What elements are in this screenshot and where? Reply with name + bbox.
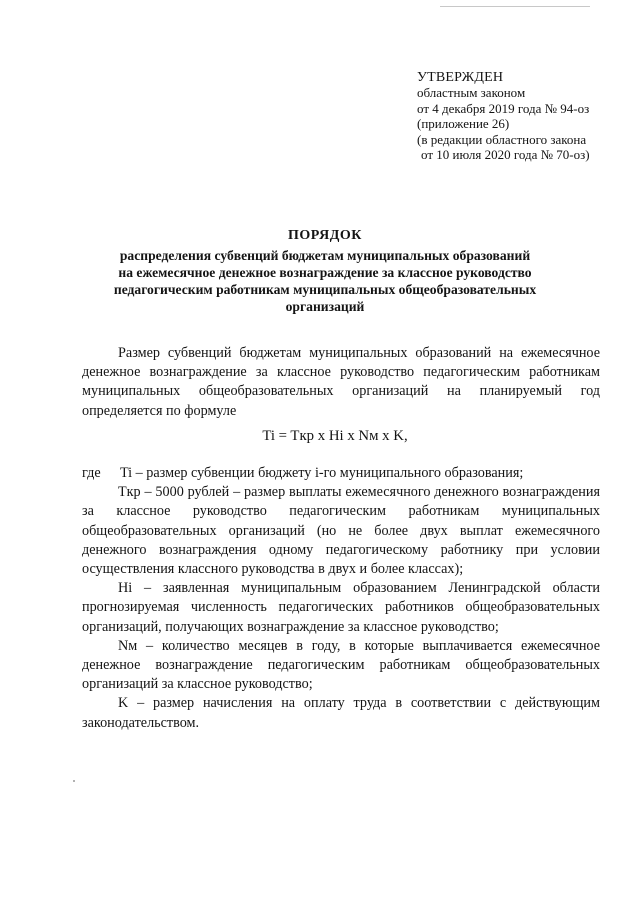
definition-item: Tкр – 5000 рублей – размер выплаты ежемесячного денежного вознаграждения за классное руководство педагогическим работникам муниципальных общеобразовательных организаций (но не более двух выплат ежемесячного денежного вознаграждения одному педагогическому работнику при условии осуществления классного руководства в двух и более классах); — [82, 484, 600, 578]
approval-line: (приложение 26) — [417, 116, 510, 132]
definition-item: K – размер начисления на оплату труда в соответствии с действующим законодательством. — [82, 695, 600, 731]
title-line: педагогическим работникам муниципальных общеобразовательных — [113, 282, 537, 297]
title-line: организаций — [285, 299, 365, 314]
approval-line: от 10 июля 2020 года № 70-оз) — [421, 147, 590, 163]
where-label: где — [82, 465, 101, 481]
formula — [0, 428, 640, 445]
scan-artifact — [440, 6, 590, 7]
document-title — [60, 227, 590, 315]
approval-line: от 4 декабря 2019 года № 94-оз — [417, 100, 590, 116]
approval-line: (в редакции областного закона — [417, 131, 587, 147]
approval-line: областным законом — [417, 85, 526, 101]
definition-item: Nм – количество месяцев в году, в которые выплачивается ежемесячное денежное вознаграждение педагогическим работникам общеобразовательных организаций за классное руководство; — [82, 637, 600, 693]
intro-section — [82, 344, 600, 421]
definition-item — [82, 464, 600, 483]
title-main: ПОРЯДОК — [288, 228, 362, 243]
definition-item: Hi – заявленная муниципальным образованием Ленинградской области прогнозируемая численность педагогических работников общеобразовательных организаций, получающих вознаграждение за классное руководство; — [82, 580, 600, 635]
definition-text: Ti – размер субвенции бюджету i-го муниципального образования; — [120, 465, 524, 481]
intro-paragraph: Размер субвенций бюджетам муниципальных образований на ежемесячное денежное вознаграждение за классное руководство педагогическим работникам муниципальных общеобразовательных организаций на планируемый год определяется по формуле — [82, 345, 600, 419]
approval-heading: УТВЕРЖДЕН — [417, 70, 504, 85]
scan-artifact — [73, 780, 75, 782]
definitions — [82, 464, 600, 733]
formula-text: Ti = Tкр x Hi x Nм x K, — [262, 428, 408, 444]
approval-stamp — [417, 70, 617, 162]
title-line: на ежемесячное денежное вознаграждение за классное руководство — [118, 265, 532, 280]
title-line: распределения субвенций бюджетам муниципальных образований — [119, 248, 531, 263]
